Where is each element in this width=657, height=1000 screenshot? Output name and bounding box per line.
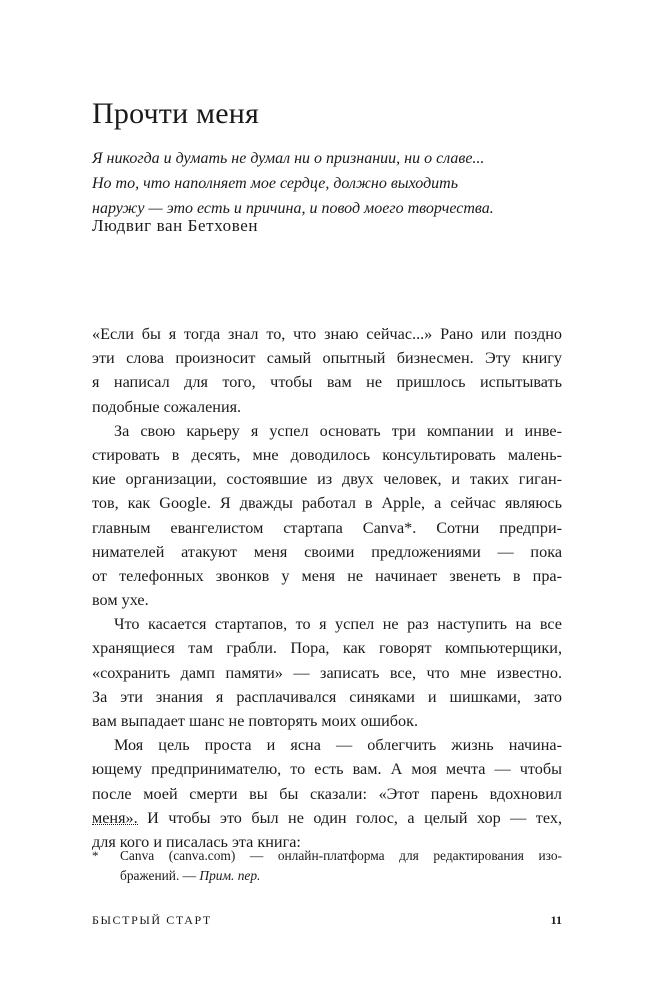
text-line: стировать в десять, мне доводилось консультировать малень- (92, 445, 562, 464)
body-text (92, 322, 562, 854)
text-line: За свою карьеру я успел основать три компании и инве- (114, 421, 562, 440)
footnote (92, 846, 562, 886)
footnote-line: Canva (canva.com) — онлайн-платформа для редактирования изо- (120, 848, 562, 863)
epigraph-author: Людвиг ван Бетховен (92, 216, 259, 235)
text-line: подобные сожаления. (92, 397, 242, 416)
text-line: Моя цель проста и ясна — облегчить жизнь начина- (114, 736, 562, 755)
text-line: Что касается стартапов, то я успел не раз наступить на все (114, 615, 562, 634)
footnote-mark: * (92, 848, 99, 863)
text-line: главным евангелистом стартапа Canva*. Сотни предпри- (92, 518, 562, 537)
text-line: эти слова произносит самый опытный бизнесмен. Эту книгу (92, 349, 562, 368)
text-line: от телефонных звонков у меня не начинает звенеть в пра- (92, 566, 562, 585)
text-line: нимателей атакуют меня своими предложениями — пока (92, 542, 562, 561)
epigraph-quote (92, 146, 562, 221)
epigraph-line: Я никогда и думать не думал ни о признании, ни о славе... (92, 150, 485, 167)
epigraph-line: Но то, что наполняет мое сердце, должно выходить (92, 175, 459, 192)
text-line: вом ухе. (92, 591, 149, 610)
page-number: 11 (550, 913, 562, 927)
text-line: «Если бы я тогда знал то, что знаю сейчас...» Рано или поздно (92, 325, 562, 343)
text-line: «сохранить дамп памяти» — записать все, что мне известно. (92, 663, 562, 682)
chapter-title: Прочти меня (92, 97, 259, 130)
text-line: хранящиеся там грабли. Пора, как говорят компьютерщики, (92, 639, 562, 658)
footnote-separator (92, 824, 138, 825)
text-line: для кого и писалась эта книга: (92, 832, 301, 851)
text-line: тов, как Google. Я дважды работал в Apple, а сейчас являюсь (92, 494, 562, 513)
footnote-line (120, 866, 562, 886)
footnote-line-text: бражений. — (120, 868, 197, 883)
text-line: ющему предпринимателю, то есть вам. А моя мечта — чтобы (92, 760, 562, 779)
epigraph-line: наружу — это есть и причина, и повод моего творчества. (92, 200, 494, 217)
text-line: За эти знания я расплачивался синяками и шишками, зато (92, 687, 562, 706)
text-line: после моей смерти вы бы сказали: «Этот парень вдохновил (92, 784, 562, 803)
text-line: меня». И чтобы это был не один голос, а целый хор — тех, (92, 808, 562, 827)
running-footer-section: БЫСТРЫЙ СТАРТ (92, 913, 212, 927)
footnote-text (92, 846, 562, 886)
text-line: кие организации, состоявшие из двух человек, и таких гиган- (92, 470, 562, 489)
text-line: вам выпадает шанс не повторять моих ошибок. (92, 712, 419, 730)
translator-note: Прим. пер. (199, 868, 261, 883)
text-line: я написал для того, чтобы вам не пришлось испытывать (92, 373, 562, 392)
